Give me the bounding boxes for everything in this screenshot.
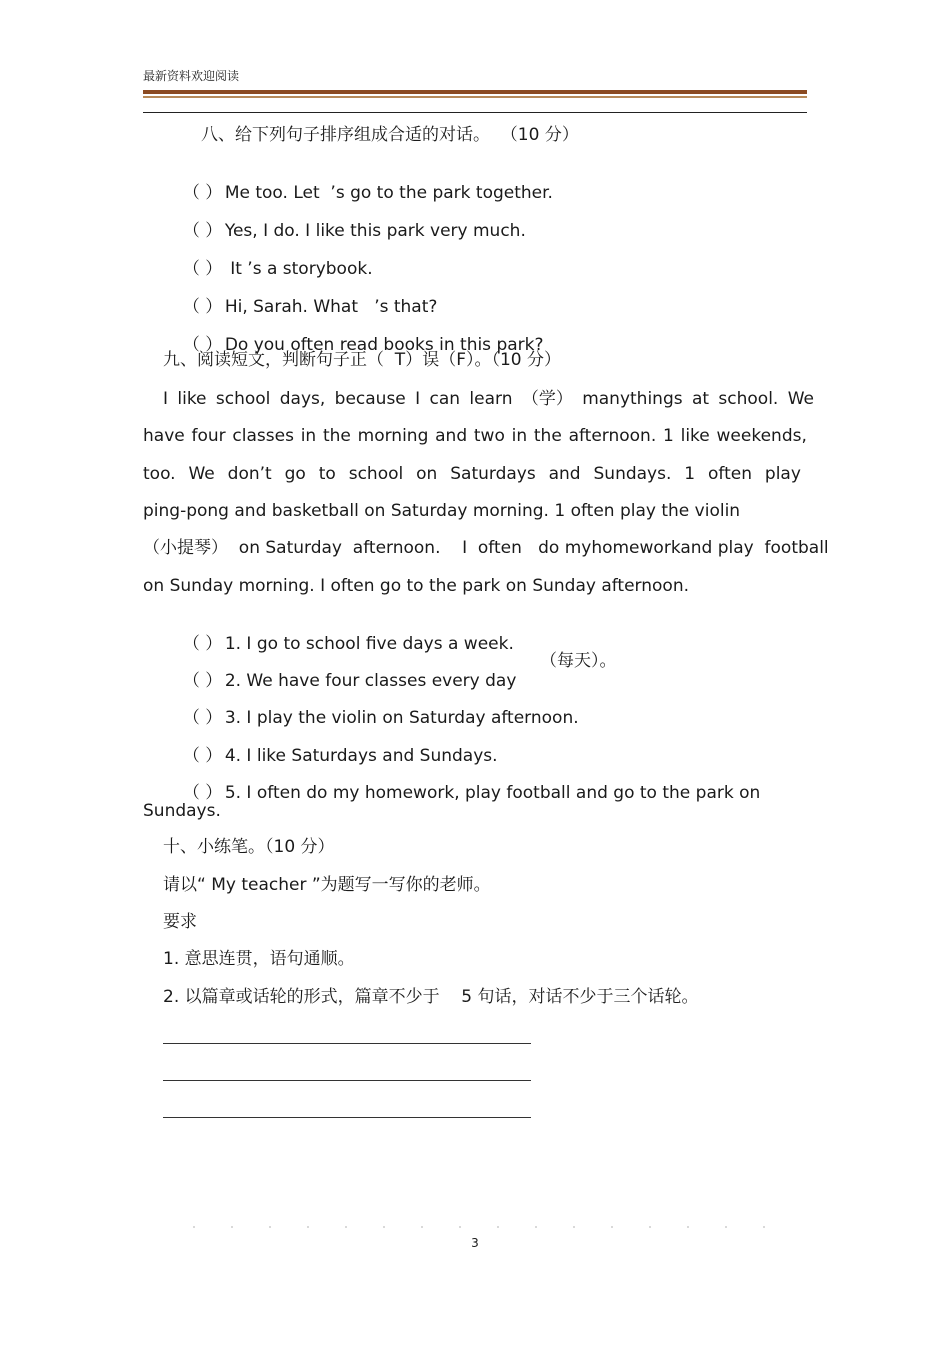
word: （学） xyxy=(521,389,573,409)
item-text: Yes, I do. I like this park very much. xyxy=(224,221,526,241)
word: too. xyxy=(143,464,176,484)
word: often xyxy=(708,464,753,484)
answer-paren[interactable]: （ ） xyxy=(182,671,223,691)
answer-paren[interactable]: （ ） xyxy=(182,259,223,279)
word: on xyxy=(416,464,438,484)
word: at xyxy=(691,389,710,409)
answer-paren[interactable]: （ ） xyxy=(182,335,223,355)
word: have xyxy=(143,426,185,446)
word: We xyxy=(188,464,215,484)
header-rule-black xyxy=(143,112,807,113)
section9-item-5-continued: Sundays. xyxy=(143,801,221,821)
item-text: 5. I often do my homework, play football and go to the park on xyxy=(224,783,761,803)
writing-line[interactable] xyxy=(163,1080,531,1081)
word: four xyxy=(191,426,226,446)
word: We xyxy=(787,389,814,409)
word: Sundays. xyxy=(593,464,672,484)
word: the xyxy=(533,426,562,446)
answer-paren[interactable]: （ ） xyxy=(182,221,223,241)
word: learn xyxy=(469,389,513,409)
word: because xyxy=(334,389,406,409)
item-text: Hi, Sarah. What ’s that? xyxy=(224,297,438,317)
section8-item-2 xyxy=(172,201,526,241)
word: afternoon. xyxy=(568,426,657,446)
item-text: 2. We have four classes every day xyxy=(224,671,517,691)
section9-item-4 xyxy=(172,726,498,766)
section8-item-5 xyxy=(172,315,544,355)
word: in xyxy=(511,426,528,446)
word: school xyxy=(215,389,271,409)
section9-item-2 xyxy=(172,651,516,691)
section10-requirement-1: 1. 意思连贯，语句通顺。 xyxy=(163,949,355,969)
word: play xyxy=(764,464,801,484)
passage-line-3 xyxy=(143,464,801,484)
word: 1 xyxy=(684,464,696,484)
item-text: 3. I play the violin on Saturday afternoon. xyxy=(224,708,579,728)
section9-item-3 xyxy=(172,688,579,728)
section10-requirements-label: 要求 xyxy=(163,912,197,932)
answer-paren[interactable]: （ ） xyxy=(182,746,223,766)
item-text: 4. I like Saturdays and Sundays. xyxy=(224,746,498,766)
word: like xyxy=(177,389,207,409)
word: manythings xyxy=(582,389,683,409)
section8-item-4 xyxy=(172,277,437,317)
item-text: 1. I go to school five days a week. xyxy=(224,634,514,654)
section10-title: 十、小练笔。（10 分） xyxy=(163,837,335,857)
answer-paren[interactable]: （ ） xyxy=(182,297,223,317)
word: two xyxy=(473,426,505,446)
passage-line-6: on Sunday morning. I often go to the park on Sunday afternoon. xyxy=(143,576,690,596)
footer-dotted-marks xyxy=(175,1226,775,1228)
word: go xyxy=(284,464,306,484)
word: classes xyxy=(232,426,294,446)
section9-item-5 xyxy=(172,763,760,803)
word: morning xyxy=(357,426,429,446)
answer-paren[interactable]: （ ） xyxy=(182,183,223,203)
writing-line[interactable] xyxy=(163,1117,531,1118)
section9-item-1 xyxy=(172,614,514,654)
passage-line-2 xyxy=(143,426,807,446)
word: I xyxy=(415,389,421,409)
word: to xyxy=(318,464,336,484)
passage-line-4: ping-pong and basketball on Saturday morning. 1 often play the violin xyxy=(143,501,741,521)
word: in xyxy=(300,426,317,446)
word: weekends, xyxy=(716,426,807,446)
word: don’t xyxy=(227,464,272,484)
section8-item-3 xyxy=(172,239,373,279)
item-text: Do you often read books in this park? xyxy=(224,335,544,355)
word: and xyxy=(435,426,468,446)
word: school. xyxy=(718,389,779,409)
header-rule-thick xyxy=(143,90,807,94)
word: I xyxy=(163,389,169,409)
passage-line-5: （小提琴） on Saturday afternoon. I often do myhomeworkand play football xyxy=(143,538,829,558)
answer-paren[interactable]: （ ） xyxy=(182,634,223,654)
word: Saturdays xyxy=(450,464,536,484)
passage-line-1 xyxy=(163,389,814,409)
page-number: 3 xyxy=(471,1236,479,1250)
writing-line[interactable] xyxy=(163,1043,531,1044)
item-text: It ’s a storybook. xyxy=(224,259,373,279)
item-text: Me too. Let ’s go to the park together. xyxy=(224,183,553,203)
word: 1 xyxy=(663,426,674,446)
answer-paren[interactable]: （ ） xyxy=(182,708,223,728)
section8-item-1 xyxy=(172,163,553,203)
section8-title: 八、给下列句子排序组成合适的对话。 （10 分） xyxy=(201,125,579,145)
section10-prompt: 请以“ My teacher ”为题写一写你的老师。 xyxy=(163,875,491,895)
word: days, xyxy=(279,389,326,409)
word: the xyxy=(322,426,351,446)
word: can xyxy=(429,389,461,409)
section9-title: 九、阅读短文，判断句子正（ T）误（F）。（10 分） xyxy=(163,350,562,370)
word: like xyxy=(680,426,710,446)
word: and xyxy=(548,464,581,484)
section10-requirement-2: 2. 以篇章或话轮的形式，篇章不少于 5 句话，对话不少于三个话轮。 xyxy=(163,987,699,1007)
answer-paren[interactable]: （ ） xyxy=(182,783,223,803)
header-rule-thin xyxy=(143,96,807,98)
section9-item-2-extra: （每天）。 xyxy=(540,651,617,671)
word: school xyxy=(348,464,404,484)
page-header-text: 最新资料欢迎阅读 xyxy=(143,69,240,83)
